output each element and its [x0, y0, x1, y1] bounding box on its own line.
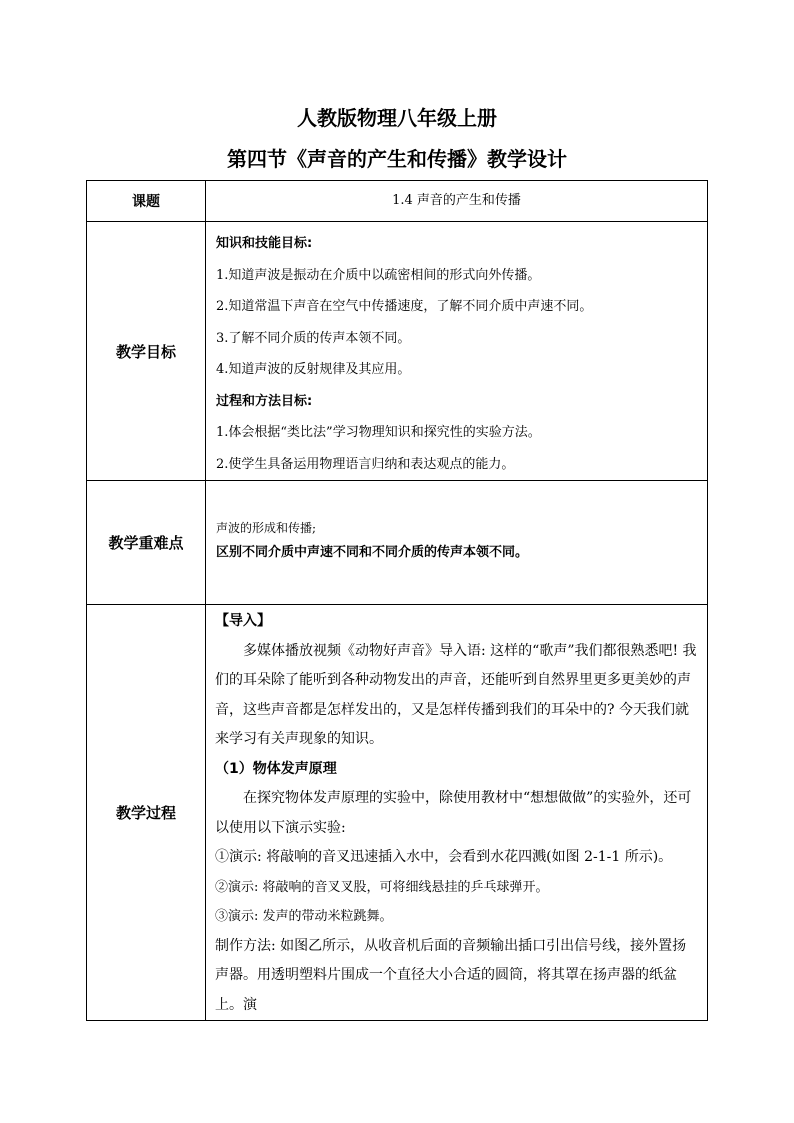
keys-label: 教学重难点: [87, 481, 206, 605]
table-row-topic: [87, 181, 708, 222]
section-paragraph: 在探究物体发声原理的实验中，除使用教材中“想想做做”的实验外，还可以使用以下演示实验:: [215, 790, 692, 836]
lesson-plan-table: [86, 180, 708, 1021]
key-point-1: 声波的形成和传播;: [216, 521, 317, 535]
topic-label: 课题: [87, 181, 206, 222]
knowledge-goal-item: 3.了解不同介质的传声本领不同。: [216, 330, 411, 346]
knowledge-goal-item: 4.知道声波的反射规律及其应用。: [216, 362, 411, 377]
document-title: 人教版物理八年级上册: [297, 106, 497, 130]
demo-item-1: ①演示: 将敲响的音叉迅速插入水中，会看到水花四溅(如图 2-1-1 所示)。: [215, 849, 673, 865]
keys-cell: [206, 481, 708, 605]
goals-cell: [206, 222, 708, 481]
process-cell: [206, 605, 708, 1021]
demo-item-3: ③演示: 发声的带动米粒跳舞。: [215, 909, 393, 924]
process-label: 教学过程: [87, 605, 206, 1021]
document-subtitle: 第四节《声音的产生和传播》教学设计: [227, 147, 567, 171]
process-goals-heading: 过程和方法目标:: [216, 393, 313, 409]
knowledge-goal-item: 1.知道声波是振动在介质中以疏密相间的形式向外传播。: [216, 267, 541, 283]
method-paragraph: 制作方法: 如图乙所示，从收音机后面的音频输出插口引出信号线，接外置扬声器。用透明塑料片围成一个直径大小合适的圆筒，将其罩在扬声器的纸盆上。演: [215, 937, 687, 1013]
table-row-goals: [87, 222, 708, 481]
topic-value: 1.4 声音的产生和传播: [392, 193, 521, 208]
key-point-2: 区别不同介质中声速不同和不同介质的传声本领不同。: [216, 545, 529, 560]
knowledge-goals-heading: 知识和技能目标:: [216, 236, 313, 251]
demo-item-2: ②演示: 将敲响的音叉叉股，可将细线悬挂的乒乓球弹开。: [215, 879, 549, 895]
process-goal-item: 2.使学生具备运用物理语言归纳和表达观点的能力。: [216, 456, 515, 472]
goals-label: 教学目标: [87, 222, 206, 481]
table-row-keys: [87, 481, 708, 605]
table-row-process: [87, 605, 708, 1021]
process-goal-item: 1.体会根据“类比法”学习物理知识和探究性的实验方法。: [216, 425, 541, 440]
knowledge-goal-item: 2.知道常温下声音在空气中传播速度，了解不同介质中声速不同。: [216, 299, 593, 314]
topic-cell: [206, 181, 708, 222]
intro-paragraph: 多媒体播放视频《动物好声音》导入语: 这样的“歌声”我们都很熟悉吧! 我们的耳朵除了能听到各种动物发出的声音，还能听到自然界里更多更美妙的声音，这些声音都是怎样发出的，又是怎样传播到我们的耳朵中的? 今天我们就来学习有关声现象的知识。: [215, 642, 697, 747]
intro-heading: 【导入】: [215, 613, 271, 629]
section-heading: （1）物体发声原理: [215, 760, 337, 777]
